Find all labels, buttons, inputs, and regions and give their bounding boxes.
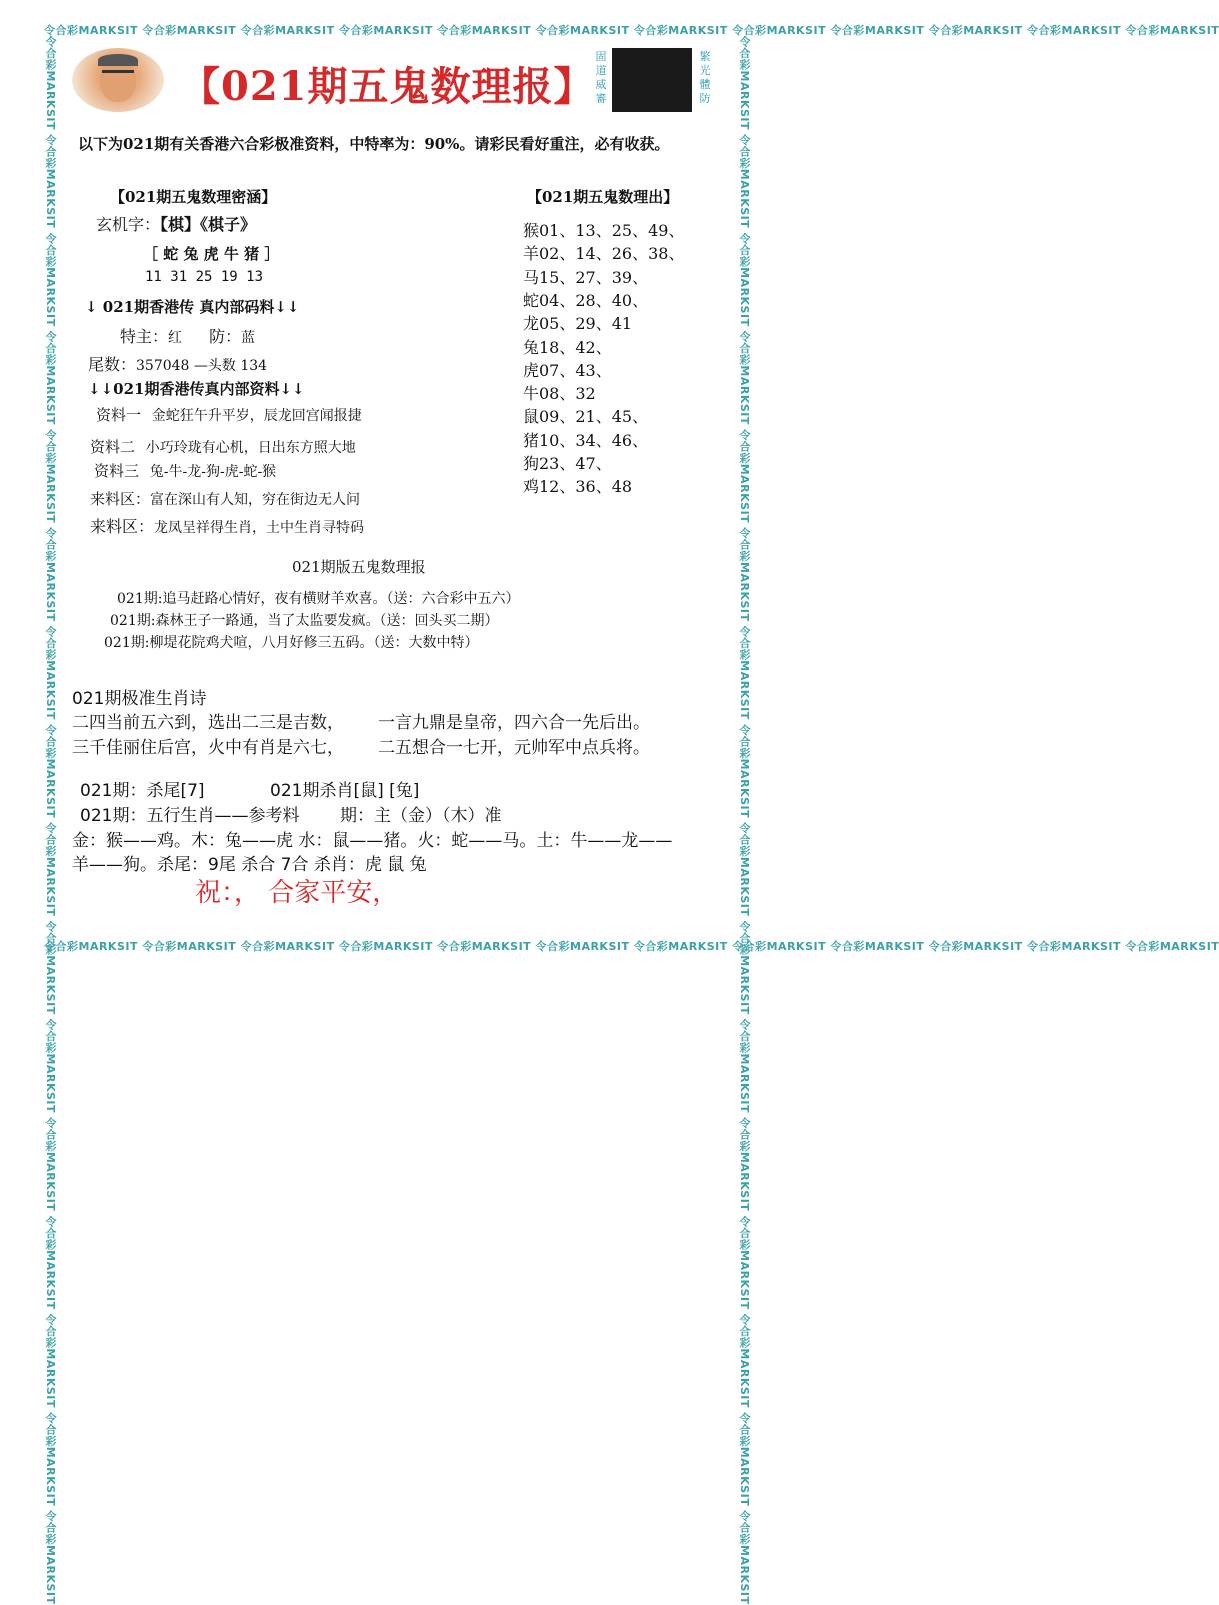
xuanji-label: 玄机字： [96,215,161,234]
shawei-text: 021期：杀尾[7] [80,781,205,801]
laiyuan2-value: 龙凤呈祥得生肖，土中生肖寻特码 [154,520,365,536]
laiyuan1-label: 来料区： [90,490,151,508]
page-title: 【021期五鬼数理报】 [180,63,595,110]
poem-line-2b: 二五想合一七开，元帅军中点兵将。 [378,738,650,758]
xuanji-row [96,212,256,235]
hair-shape [98,54,138,66]
ziliao3-label: 资料三 [94,462,140,480]
side-tag-left: 固道威審 [595,50,607,105]
poem-line-1b: 一言九鼎是皇帝，四六合一先后出。 [378,713,650,733]
laiyuan2-label: 来料区： [90,517,155,536]
poem-line-1a: 二四当前五六到，选出二三是吉数， [72,713,344,733]
poem-line-2a: 三千佳丽住后宫，火中有肖是六七， [72,738,344,758]
blessing-text: 祝：， 合家平安， [195,878,399,908]
zodiac-row: 兔18、42、 [523,337,612,357]
zodiac-row: 鸡12、36、48 [523,477,633,497]
glasses-icon [102,70,134,79]
middle-heading: 021期版五鬼数理报 [292,558,426,576]
middle-line-text: 追马赶路心情好，夜有横财羊欢喜。（送：六合彩中五六） [162,591,520,607]
weishu-label: 尾数： [88,355,137,374]
ziliao3-row [94,460,276,481]
ziliao2-row [90,436,356,457]
middle-line-label: 021期: [104,635,150,651]
middle-line-label: 021期: [117,591,163,607]
tezhu-value: 红 [168,330,183,346]
middle-line-text: 森林王子一路通，当了太监要发疯。（送：回头买二期） [155,613,499,629]
zodiac-row: 牛08、32 [523,384,596,404]
middle-line-2 [110,610,498,630]
elements-line: 金：猴——鸡。木：兔——虎 水：鼠——猪。火：蛇——马。土：牛——龙—— [72,831,673,851]
zodiac-row: 鼠09、21、45、 [523,407,649,427]
avatar [72,48,164,112]
fang-value: 蓝 [241,330,256,346]
hk-title-1: ↓ 021期香港传 真内部码料↓↓ [85,298,300,316]
right-heading: 【021期五鬼数理出】 [527,188,679,206]
wuxing-text: 021期：五行生肖——参考料 [80,806,300,826]
hk-title-2: ↓↓021期香港传真内部资料↓↓ [88,380,305,398]
wuxing-text-2: 期：主（金）（木）准 [340,806,502,826]
laiyuan2-row [90,514,364,537]
zodiac-row: 龙05、29、41 [523,314,633,334]
left-heading: 【021期五鬼数理密涵】 [110,188,277,206]
numbers-row: 11 31 25 19 13 [145,269,264,285]
weishu-row [88,352,267,375]
xuanji-value: 【棋】《棋子》 [160,215,257,234]
tezhu-label: 特主： [120,327,169,346]
ziliao2-value: 小巧玲珑有心机，日出东方照大地 [145,440,356,456]
laiyuan1-value: 富在深山有人知，穷在街边无人问 [150,492,361,508]
ziliao1-label: 资料一 [96,406,142,424]
zodiac-row: 猪10、34、46、 [523,430,649,450]
middle-line-text: 柳堤花院鸡犬喧，八月好修三五码。（送：大数中特） [149,635,479,651]
tezhu-row [120,324,255,347]
border-right: 令合彩MARKSIT 令合彩MARKSIT 令合彩MARKSIT 令合彩MARKSIT 令合彩MARKSIT 令合彩MARKSIT 令合彩MARKSIT 令合彩MARKSIT 令合彩MARKSIT 令合彩MARKSIT 令合彩MARKSIT 令合彩MARKSIT 令合彩MARKSIT 令合彩MARKSIT 令合彩MARKSIT 令合彩MARKSIT [738,36,751,1605]
zodiac-row: 羊02、14、26、38、 [523,244,685,264]
kill-line: 羊——狗。杀尾：9尾 杀合 7合 杀肖：虎 鼠 兔 [72,855,427,875]
middle-line-1 [117,588,519,608]
zodiac-row: 马15、27、39、 [523,267,649,287]
weishu-value: 357048 —头数 134 [136,358,268,374]
border-left: 令合彩MARKSIT 令合彩MARKSIT 令合彩MARKSIT 令合彩MARKSIT 令合彩MARKSIT 令合彩MARKSIT 令合彩MARKSIT 令合彩MARKSIT 令合彩MARKSIT 令合彩MARKSIT 令合彩MARKSIT 令合彩MARKSIT 令合彩MARKSIT 令合彩MARKSIT 令合彩MARKSIT 令合彩MARKSIT [44,36,57,1605]
animals-row: ［ 蛇 兔 虎 牛 猪 ］ [143,245,280,263]
ziliao2-label: 资料二 [90,438,136,456]
side-tag-right: 繁光體防 [699,50,711,105]
ziliao1-value: 金蛇狂午升平岁，辰龙回宫闻报捷 [151,408,362,424]
zodiac-row: 虎07、43、 [523,360,612,380]
laiyuan1-row [90,488,360,509]
fang-label: 防： [209,327,242,346]
border-bottom: 令合彩MARKSIT 令合彩MARKSIT 令合彩MARKSIT 令合彩MARKSIT 令合彩MARKSIT 令合彩MARKSIT 令合彩MARKSIT 令合彩MARKSIT 令合彩MARKSIT 令合彩MARKSIT 令合彩MARKSIT 令合彩MARKSIT [44,940,1219,953]
border-top: 令合彩MARKSIT 令合彩MARKSIT 令合彩MARKSIT 令合彩MARKSIT 令合彩MARKSIT 令合彩MARKSIT 令合彩MARKSIT 令合彩MARKSIT 令合彩MARKSIT 令合彩MARKSIT 令合彩MARKSIT 令合彩MARKSIT [44,24,1219,37]
ziliao1-row [96,404,362,425]
middle-line-3 [104,632,478,652]
ziliao3-value: 兔-牛-龙-狗-虎-蛇-猴 [149,464,277,480]
poem-heading: 021期极准生肖诗 [72,689,207,709]
middle-line-label: 021期: [110,613,156,629]
zodiac-row: 狗23、47、 [523,454,612,473]
zodiac-row: 猴01、13、25、49、 [523,221,685,240]
shaxiao-text: 021期杀肖[鼠] [兔] [270,781,420,801]
qr-code-image [612,48,692,112]
zodiac-row: 蛇04、28、40、 [523,290,649,310]
intro-text: 以下为021期有关香港六合彩极准资料，中特率为：90%。请彩民看好重注，必有收获。 [78,135,670,153]
